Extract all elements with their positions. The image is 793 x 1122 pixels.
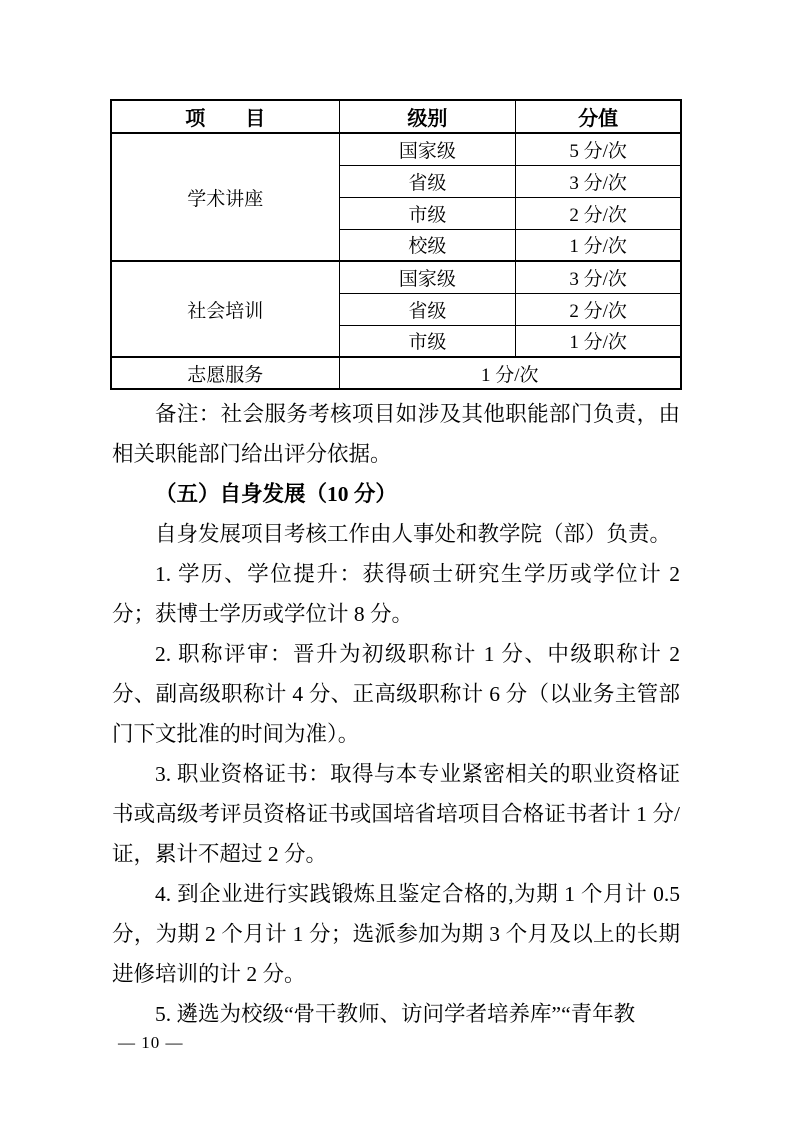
cell-score-volunteer: 1 分/次	[339, 357, 681, 389]
cell-project-training: 社会培训	[111, 261, 339, 357]
cell-score: 2 分/次	[516, 197, 681, 229]
cell-level: 省级	[339, 165, 516, 197]
page-number: — 10 —	[118, 1033, 184, 1052]
table-header-row	[111, 100, 681, 133]
table-row	[111, 133, 681, 165]
paragraph: 4. 到企业进行实践锻炼且鉴定合格的,为期 1 个月计 0.5 分，为期 2 个月计 1 分；选派参加为期 3 个月及以上的长期进修培训的计 2 分。	[112, 882, 680, 986]
cell-score: 3 分/次	[516, 261, 681, 293]
paragraph-note: 备注：社会服务考核项目如涉及其他职能部门负责，由相关职能部门给出评分依据。	[112, 402, 680, 466]
cell-level: 国家级	[339, 133, 516, 165]
paragraph: 5. 遴选为校级“骨干教师、访问学者培养库”“青年教	[155, 1002, 636, 1026]
cell-level: 市级	[339, 197, 516, 229]
header-score: 分值	[516, 100, 681, 133]
cell-level: 市级	[339, 325, 516, 357]
cell-level: 校级	[339, 229, 516, 261]
table-row	[111, 357, 681, 389]
paragraph: 自身发展项目考核工作由人事处和教学院（部）负责。	[155, 522, 672, 546]
paragraph: 1. 学历、学位提升：获得硕士研究生学历或学位计 2 分；获博士学历或学位计 8 分。	[112, 562, 680, 626]
cell-level: 省级	[339, 293, 516, 325]
header-level: 级别	[339, 100, 516, 133]
header-project: 项 目	[111, 100, 339, 133]
cell-score: 5 分/次	[516, 133, 681, 165]
cell-project-volunteer: 志愿服务	[111, 357, 339, 389]
score-table	[110, 99, 682, 390]
paragraph: 2. 职称评审：晋升为初级职称计 1 分、中级职称计 2 分、副高级职称计 4 分、正高级职称计 6 分（以业务主管部门下文批准的时间为准）。	[112, 642, 680, 746]
body-text	[112, 394, 680, 1034]
cell-project-lecture: 学术讲座	[111, 133, 339, 261]
score-table-container	[110, 99, 682, 390]
section-heading: （五）自身发展（10 分）	[155, 482, 397, 506]
table-row	[111, 261, 681, 293]
cell-score: 1 分/次	[516, 229, 681, 261]
cell-score: 3 分/次	[516, 165, 681, 197]
paragraph: 3. 职业资格证书：取得与本专业紧密相关的职业资格证书或高级考评员资格证书或国培省培项目合格证书者计 1 分/证，累计不超过 2 分。	[112, 762, 680, 866]
cell-score: 1 分/次	[516, 325, 681, 357]
cell-level: 国家级	[339, 261, 516, 293]
cell-score: 2 分/次	[516, 293, 681, 325]
